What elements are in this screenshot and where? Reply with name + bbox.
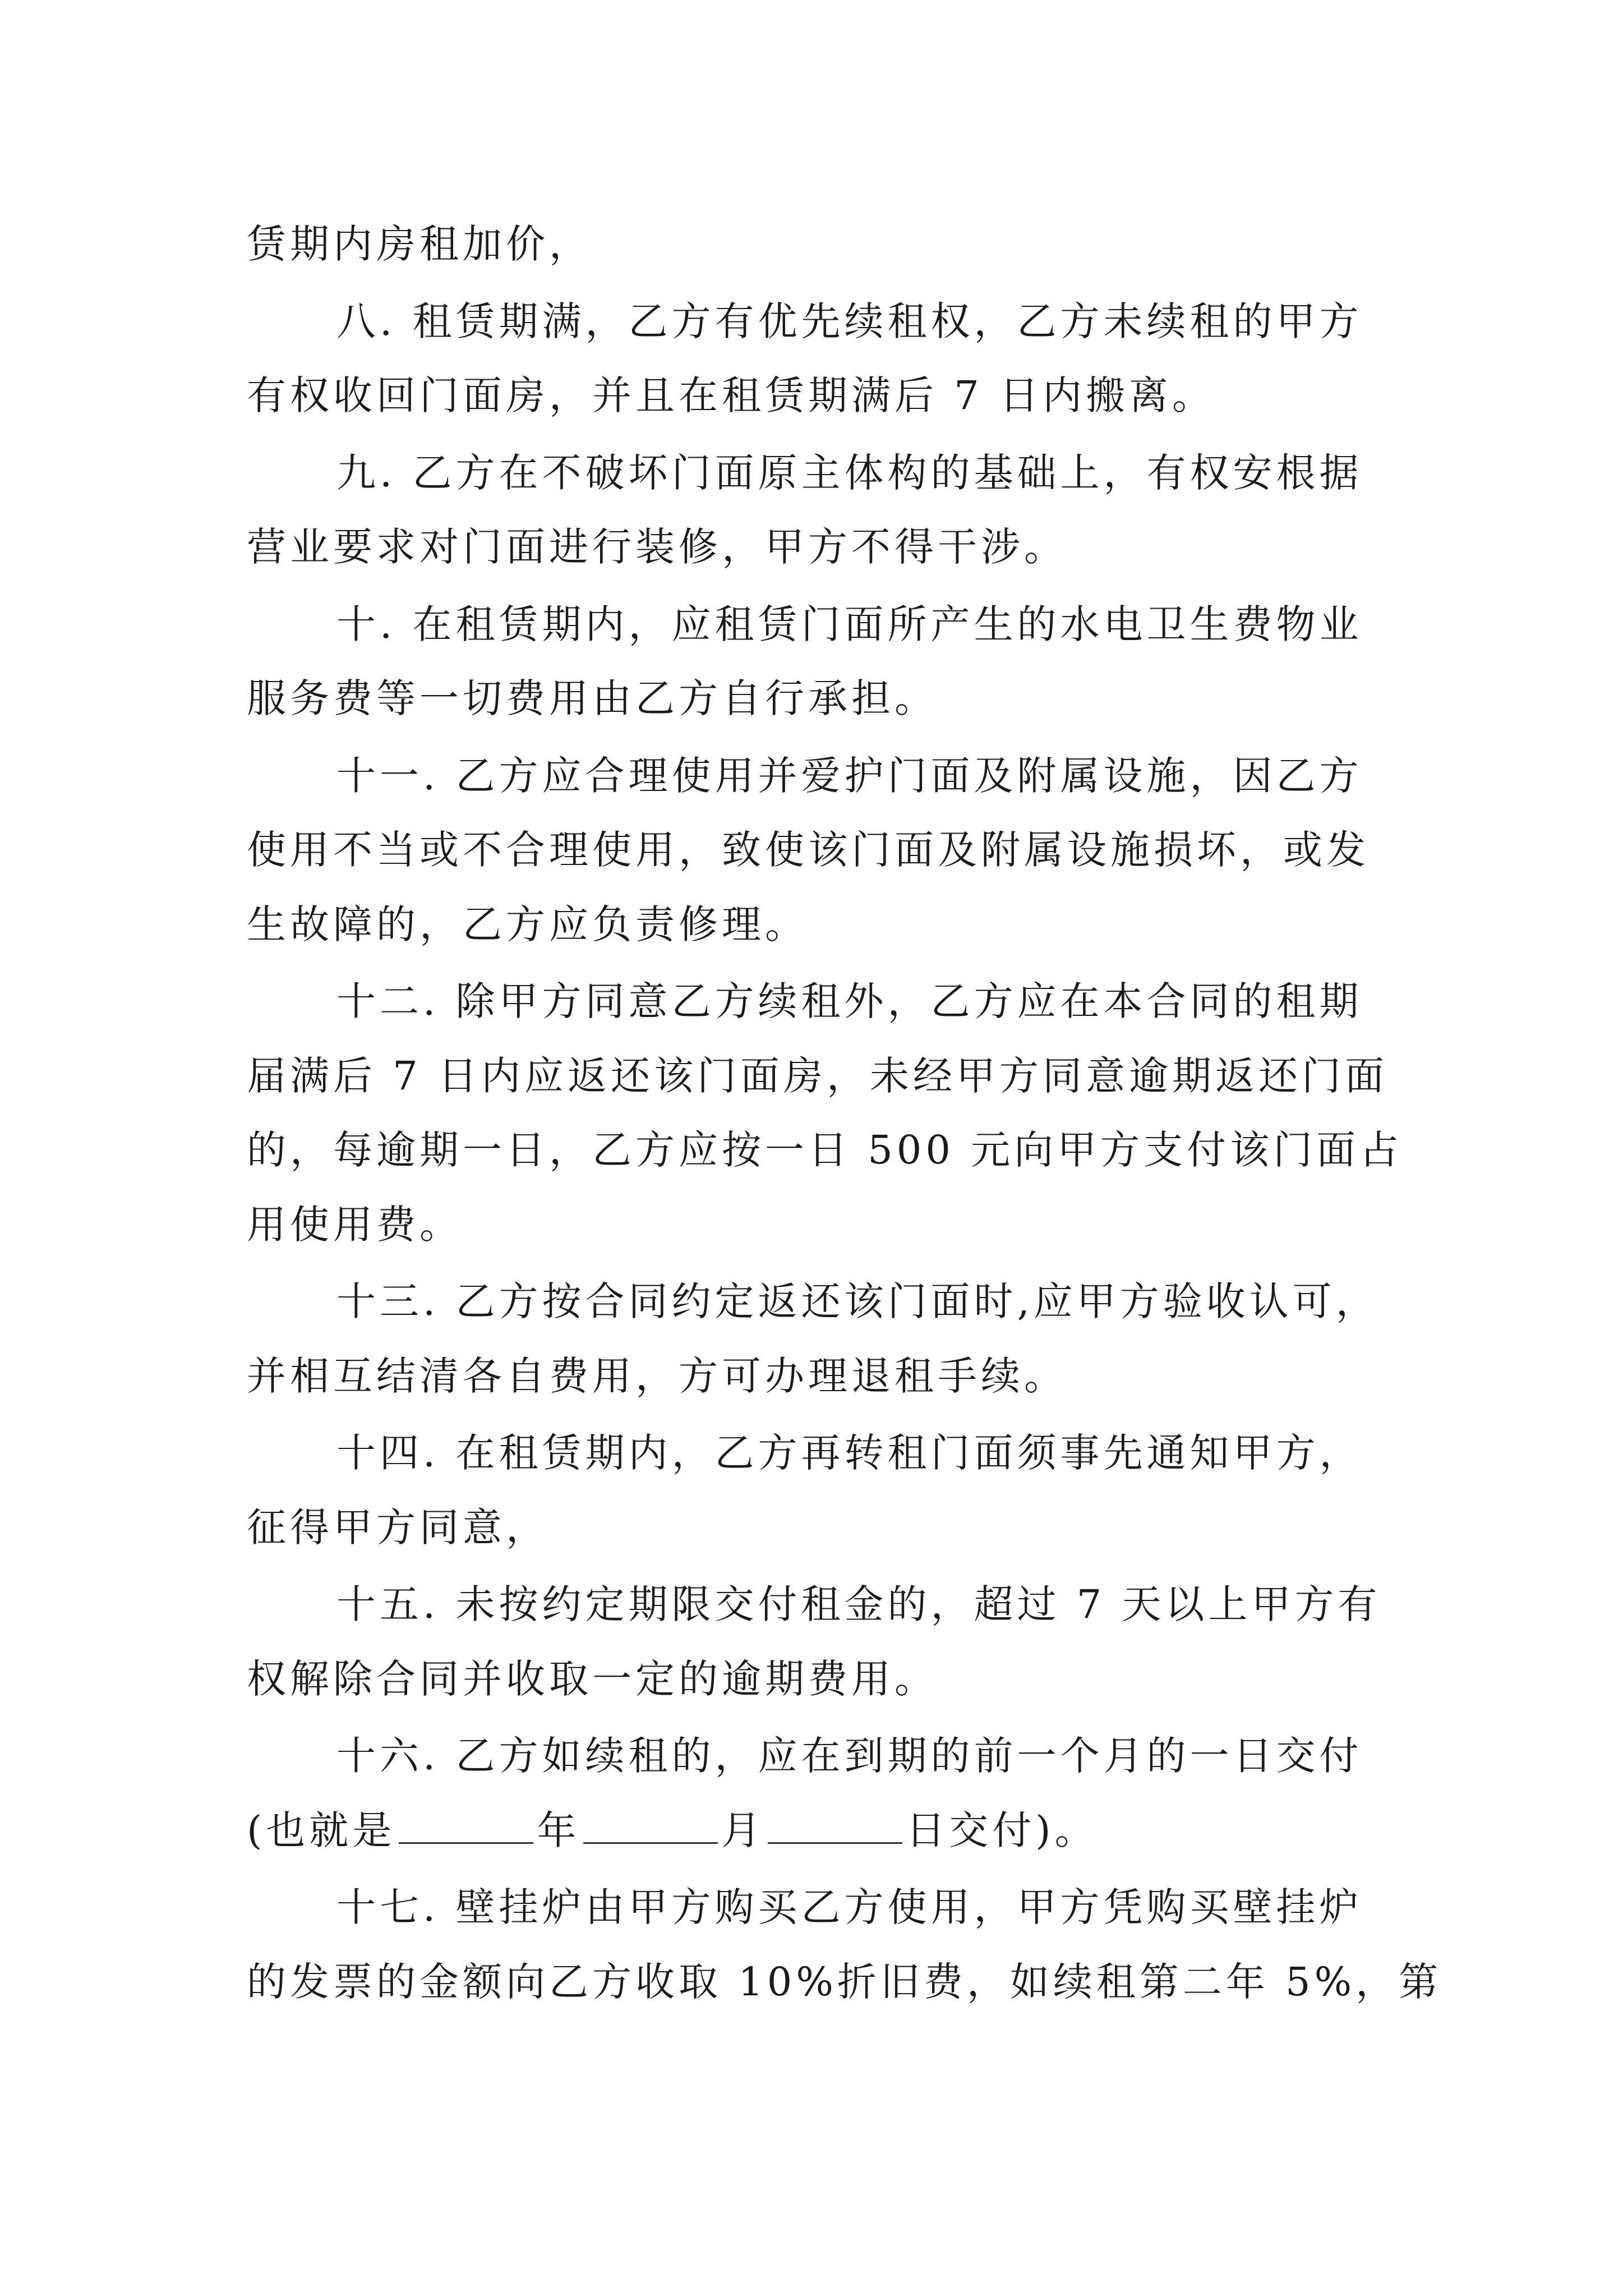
paragraph-line: 生故障的，乙方应负责修理。 — [247, 901, 808, 947]
month-blank — [583, 1803, 718, 1844]
fill-prefix: (也就是 — [247, 1807, 396, 1853]
paragraph-line: 并相互结清各自费用，方可办理退租手续。 — [247, 1353, 1067, 1399]
fill-month-label: 月 — [721, 1807, 765, 1853]
year-blank — [399, 1803, 533, 1844]
clause-14-line: 十四. 在租赁期内，乙方再转租门面须事先通知甲方， — [336, 1430, 1363, 1476]
clause-15-line: 十五. 未按约定期限交付租金的，超过 7 天以上甲方有 — [336, 1581, 1381, 1627]
paragraph-line: 权解除合同并收取一定的逾期费用。 — [247, 1656, 938, 1702]
paragraph-line: 征得甲方同意， — [247, 1504, 549, 1550]
paragraph-line: 的发票的金额向乙方收取 10%折旧费，如续租第二年 5%，第 — [247, 1959, 1442, 2005]
clause-9-line: 九. 乙方在不破坏门面原主体构的基础上，有权安根据 — [336, 450, 1363, 496]
fill-year-label: 年 — [537, 1807, 580, 1853]
day-blank — [768, 1803, 902, 1844]
paragraph-line: 赁期内房租加价， — [247, 221, 592, 267]
paragraph-line: 使用不当或不合理使用，致使该门面及附属设施损坏，或发 — [247, 827, 1370, 873]
fill-suffix: 日交付)。 — [906, 1807, 1098, 1853]
paragraph-line: 有权收回门面房，并且在租赁期满后 7 日内搬离。 — [247, 372, 1216, 418]
date-fill-line — [247, 1802, 1098, 1858]
clause-13-line: 十三. 乙方按合同约定返还该门面时,应甲方验收认可， — [336, 1278, 1379, 1324]
paragraph-line: 服务费等一切费用由乙方自行承担。 — [247, 675, 938, 721]
clause-16-line: 十六. 乙方如续租的，应在到期的前一个月的一日交付 — [336, 1733, 1363, 1779]
paragraph-line: 营业要求对门面进行装修，甲方不得干涉。 — [247, 524, 1067, 570]
paragraph-line: 届满后 7 日内应返还该门面房，未经甲方同意逾期返还门面 — [247, 1053, 1389, 1099]
clause-8-line: 八. 租赁期满，乙方有优先续租权，乙方未续租的甲方 — [336, 298, 1363, 344]
clause-10-line: 十. 在租赁期内，应租赁门面所产生的水电卫生费物业 — [336, 601, 1363, 647]
clause-12-line: 十二. 除甲方同意乙方续租外，乙方应在本合同的租期 — [336, 978, 1363, 1024]
clause-11-line: 十一. 乙方应合理使用并爱护门面及附属设施，因乙方 — [336, 753, 1363, 799]
clause-17-line: 十七. 壁挂炉由甲方购买乙方使用，甲方凭购买壁挂炉 — [336, 1884, 1363, 1930]
paragraph-line: 用使用费。 — [247, 1202, 463, 1248]
paragraph-line: 的，每逾期一日，乙方应按一日 500 元向甲方支付该门面占 — [247, 1127, 1403, 1173]
